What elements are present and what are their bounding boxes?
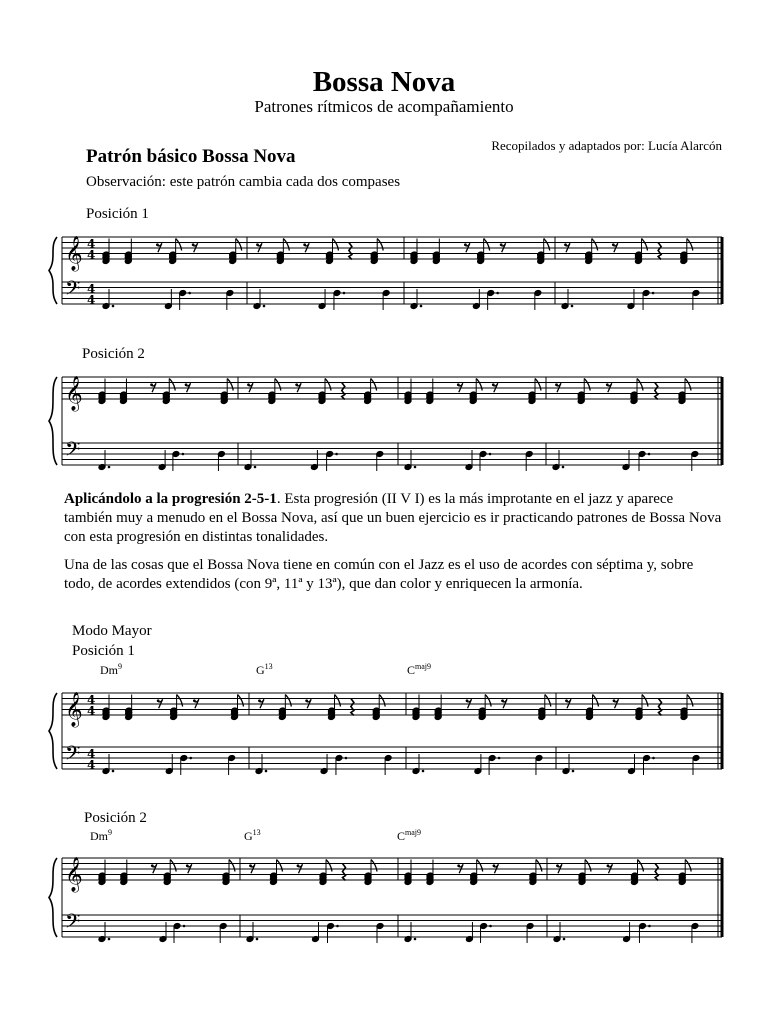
- augmentation-dot: [345, 757, 348, 760]
- note-flag: [585, 860, 591, 872]
- note-flag: [229, 860, 235, 872]
- page-title: Bossa Nova: [312, 66, 456, 98]
- chord-symbol: $G^{13}$: [256, 662, 273, 677]
- note-flag: [283, 239, 289, 251]
- note-flag: [544, 239, 550, 251]
- note-flag: [277, 860, 283, 872]
- eighth-rest-dot: [501, 699, 504, 702]
- augmentation-dot: [182, 453, 185, 456]
- eighth-rest-dot: [193, 699, 196, 702]
- brace: [49, 377, 57, 465]
- augmentation-dot: [188, 292, 191, 295]
- note-flag: [536, 860, 542, 872]
- note-flag: [592, 239, 598, 251]
- quarter-rest: [343, 864, 346, 881]
- augmentation-dot: [108, 938, 111, 941]
- augmentation-dot: [414, 466, 417, 469]
- note-flag: [687, 239, 693, 251]
- time-signature-denominator: 4: [87, 293, 96, 307]
- eighth-rest-dot: [295, 383, 298, 386]
- note-flag: [642, 695, 648, 707]
- note-flag: [238, 695, 244, 707]
- bass-clef: 𝄢: [65, 909, 81, 938]
- augmentation-dot: [571, 305, 574, 308]
- augmentation-dot: [496, 292, 499, 295]
- note-flag: [236, 239, 242, 251]
- eighth-rest-dot: [256, 243, 259, 246]
- note-flag: [169, 379, 175, 391]
- augmentation-dot: [189, 757, 192, 760]
- quarter-rest: [349, 243, 352, 260]
- augmentation-dot: [343, 292, 346, 295]
- eighth-rest-dot: [564, 243, 567, 246]
- note-flag: [371, 379, 377, 391]
- time-signature-numerator: 4: [87, 282, 96, 296]
- augmentation-dot: [648, 453, 651, 456]
- eighth-rest-dot: [466, 699, 469, 702]
- bass-clef: 𝄢: [65, 741, 81, 770]
- eighth-rest-dot: [157, 699, 160, 702]
- eighth-rest-dot: [606, 383, 609, 386]
- page-subtitle: Patrones rítmicos de acompañamiento: [254, 97, 514, 116]
- time-signature-denominator: 4: [87, 758, 96, 772]
- augmentation-dot: [489, 453, 492, 456]
- augmentation-dot: [335, 453, 338, 456]
- note-flag: [485, 695, 491, 707]
- eighth-rest-dot: [186, 864, 189, 867]
- eighth-rest-dot: [151, 864, 154, 867]
- position-2-label: Posición 2: [82, 346, 145, 362]
- augmentation-dot: [563, 938, 566, 941]
- note-flag: [325, 379, 331, 391]
- augmentation-dot: [572, 770, 575, 773]
- note-flag: [170, 860, 176, 872]
- time-signature-denominator: 4: [87, 704, 96, 718]
- eighth-rest-dot: [247, 383, 250, 386]
- note-flag: [335, 695, 341, 707]
- eighth-rest-dot: [464, 243, 467, 246]
- note-flag: [484, 239, 490, 251]
- eighth-rest-dot: [297, 864, 300, 867]
- augmentation-dot: [183, 925, 186, 928]
- eighth-rest-dot: [249, 864, 252, 867]
- brace: [49, 858, 57, 937]
- eighth-rest-dot: [150, 383, 153, 386]
- augmentation-dot: [652, 757, 655, 760]
- note-flag: [637, 379, 643, 391]
- eighth-rest-dot: [500, 243, 503, 246]
- position-1-label-2: Posición 1: [72, 643, 135, 659]
- eighth-rest-dot: [612, 243, 615, 246]
- quarter-rest: [655, 864, 658, 881]
- note-flag: [371, 860, 377, 872]
- augmentation-dot: [108, 466, 111, 469]
- treble-clef: 𝄞: [65, 692, 83, 727]
- note-flag: [275, 379, 281, 391]
- quarter-rest: [342, 383, 345, 400]
- eighth-rest-dot: [607, 864, 610, 867]
- note-flag: [227, 379, 233, 391]
- section-heading: Patrón básico Bossa Nova: [86, 146, 296, 167]
- eighth-rest-dot: [555, 383, 558, 386]
- augmentation-dot: [112, 770, 115, 773]
- eighth-rest-dot: [258, 699, 261, 702]
- note-flag: [176, 239, 182, 251]
- eighth-rest-dot: [305, 699, 308, 702]
- extended-chords-paragraph: Una de las cosas que el Bossa Nova tiene en común con el Jazz es el uso de acordes con séptima y, sobre todo, de acordes extendidos (con 9ª, 11ª y 13ª), que dan color y enriquecen la armonía.: [64, 557, 694, 592]
- note-flag: [476, 379, 482, 391]
- treble-clef: 𝄞: [65, 857, 83, 892]
- brace: [49, 693, 57, 769]
- augmentation-dot: [648, 925, 651, 928]
- progression-lead: Aplicándolo a la progresión 2-5-1: [64, 491, 277, 507]
- augmentation-dot: [422, 770, 425, 773]
- augmentation-dot: [562, 466, 565, 469]
- augmentation-dot: [112, 305, 115, 308]
- note-flag: [687, 695, 693, 707]
- augmentation-dot: [498, 757, 501, 760]
- progression-text: . Esta progresión (II V I) es la más improtante en el jazz y aparece también muy a menudo en el Bossa Nova, así que un buen ejercicio es ir practicando patrones de Bossa Nova con esta progresión en distintas tonalidades.: [64, 491, 722, 545]
- eighth-rest-dot: [565, 699, 568, 702]
- eighth-rest-dot: [303, 243, 306, 246]
- note-flag: [685, 379, 691, 391]
- time-signature-denominator: 4: [87, 248, 96, 262]
- augmentation-dot: [254, 466, 257, 469]
- mode-label: Modo Mayor: [72, 623, 152, 639]
- augmentation-dot: [256, 938, 259, 941]
- treble-clef: 𝄞: [65, 236, 83, 271]
- eighth-rest-dot: [192, 243, 195, 246]
- note-flag: [377, 239, 383, 251]
- note-flag: [326, 860, 332, 872]
- chord-symbol: $C^{maj9}$: [407, 662, 432, 677]
- treble-clef: 𝄞: [65, 376, 83, 411]
- quarter-rest: [655, 383, 658, 400]
- augmentation-dot: [652, 292, 655, 295]
- augmentation-dot: [489, 925, 492, 928]
- chord-symbol: $G^{13}$: [244, 828, 261, 843]
- eighth-rest-dot: [492, 383, 495, 386]
- eighth-rest-dot: [457, 864, 460, 867]
- chord-symbol: $C^{maj9}$: [397, 828, 422, 843]
- note-flag: [584, 379, 590, 391]
- bass-clef: 𝄢: [65, 276, 81, 305]
- position-1-label: Posición 1: [86, 206, 149, 222]
- observation-text: Observación: este patrón cambia cada dos compases: [86, 174, 401, 190]
- note-flag: [177, 695, 183, 707]
- note-flag: [685, 860, 691, 872]
- credit-line: Recopilados y adaptados por: Lucía Alarcón: [491, 138, 722, 153]
- augmentation-dot: [263, 305, 266, 308]
- eighth-rest-dot: [156, 243, 159, 246]
- augmentation-dot: [414, 938, 417, 941]
- time-signature-numerator: 4: [87, 693, 96, 707]
- note-flag: [477, 860, 483, 872]
- quarter-rest: [351, 699, 354, 716]
- quarter-rest: [659, 699, 662, 716]
- augmentation-dot: [420, 305, 423, 308]
- note-flag: [545, 695, 551, 707]
- note-flag: [593, 695, 599, 707]
- time-signature-numerator: 4: [87, 237, 96, 251]
- augmentation-dot: [265, 770, 268, 773]
- note-flag: [379, 695, 385, 707]
- eighth-rest-dot: [613, 699, 616, 702]
- quarter-rest: [658, 243, 661, 260]
- eighth-rest-dot: [493, 864, 496, 867]
- note-flag: [333, 239, 339, 251]
- note-flag: [535, 379, 541, 391]
- eighth-rest-dot: [556, 864, 559, 867]
- note-flag: [642, 239, 648, 251]
- eighth-rest-dot: [185, 383, 188, 386]
- time-signature-numerator: 4: [87, 747, 96, 761]
- position-2-label-2: Posición 2: [84, 810, 147, 826]
- augmentation-dot: [336, 925, 339, 928]
- eighth-rest-dot: [457, 383, 460, 386]
- chord-symbol: Dm$^9$: [90, 828, 112, 843]
- chord-symbol: Dm$^9$: [100, 662, 122, 677]
- bass-clef: 𝄢: [65, 437, 81, 466]
- brace: [49, 237, 57, 304]
- note-flag: [638, 860, 644, 872]
- note-flag: [285, 695, 291, 707]
